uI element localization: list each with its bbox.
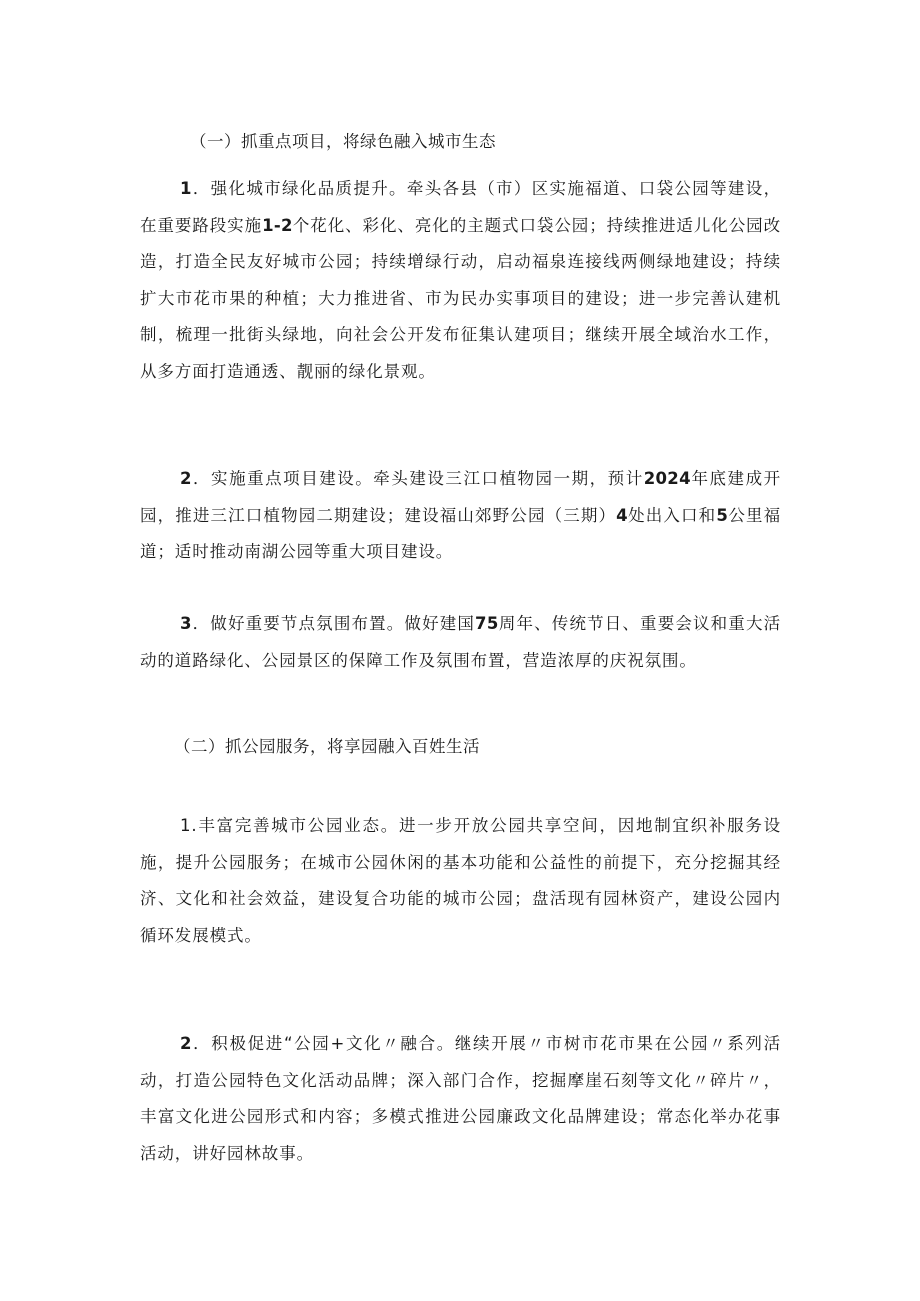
item-text: ．实施重点项目建设。牵头建设三江口植物园一期，预计 [192, 469, 644, 488]
section-one-item-3 [140, 606, 781, 679]
item-text: 处出入口和 [627, 505, 717, 525]
item-text: ．做好重要节点氛围布置。做好建国 [192, 614, 476, 633]
item-number-inline: 1-2 [262, 215, 293, 235]
section-two-item-1 [140, 808, 781, 954]
item-text: 周年、传统节日、重要会议和重大活动的道路绿化、公园景区的保障工作及氛围布置，营造浓厚的庆祝氛围。 [140, 614, 782, 670]
item-text: ．强化城市绿化品质提升。牵头各县（市）区实施福道、口袋公园等建设，在重要路段实施 [140, 179, 781, 235]
item-text: 1.丰富完善城市公园业态。进一步开放公园共享空间，因地制宜织补服务设施，提升公园服务；在城市公园休闲的基本功能和公益性的前提下，充分挖掘其经济、文化和社会效益，建设复合功能的城市公园；盘活现有园林资产，建设公园内循环发展模式。 [140, 816, 781, 945]
item-text: 公里福道；适时推动南湖公园等重大项目建设。 [140, 505, 781, 561]
item-number-inline: 75 [475, 614, 499, 633]
item-text: 年底建成开园，推进三江口植物园二期建设；建设福山郊野公园（三期） [140, 469, 782, 525]
section-one-heading: （一）抓重点项目，将绿色融入城市生态 [190, 132, 496, 151]
item-text: 个花化、彩化、亮化的主题式口袋公园；持续推进适儿化公园改造，打造全民友好城市公园；持续增绿行动，启动福泉连接线两侧绿地建设；持续扩大市花市果的种植；大力推进省、市为民办实事项目的建设；进一步完善认建机制，梳理一批街头绿地，向社会公开发布征集认建项目；继续开展全域治水工作，从多方面打造通透、靓丽的绿化景观。 [140, 215, 781, 381]
section-one-item-1 [140, 171, 781, 390]
section-two-item-2 [140, 1026, 781, 1172]
item-number-inline: 5 [716, 505, 729, 525]
section-two-heading: （二）抓公园服务，将享园融入百姓生活 [174, 737, 480, 756]
item-number-inline: 2024 [643, 469, 691, 488]
item-text: ．积极促进“公园+文化〃融合。继续开展〃市树市花市果在公园〃系列活动，打造公园特色文化活动品牌；深入部门合作，挖掘摩崖石刻等文化〃碎片〃，丰富文化进公园形式和内容；多模式推进公园廉政文化品牌建设；常态化举办花事活动，讲好园林故事。 [140, 1034, 781, 1163]
section-one-item-2 [140, 461, 781, 571]
item-number: 2 [180, 1034, 193, 1053]
item-number: 3 [180, 614, 193, 633]
item-number: 2 [180, 469, 193, 488]
item-number: 1 [180, 179, 193, 198]
item-number-inline: 4 [616, 505, 628, 525]
